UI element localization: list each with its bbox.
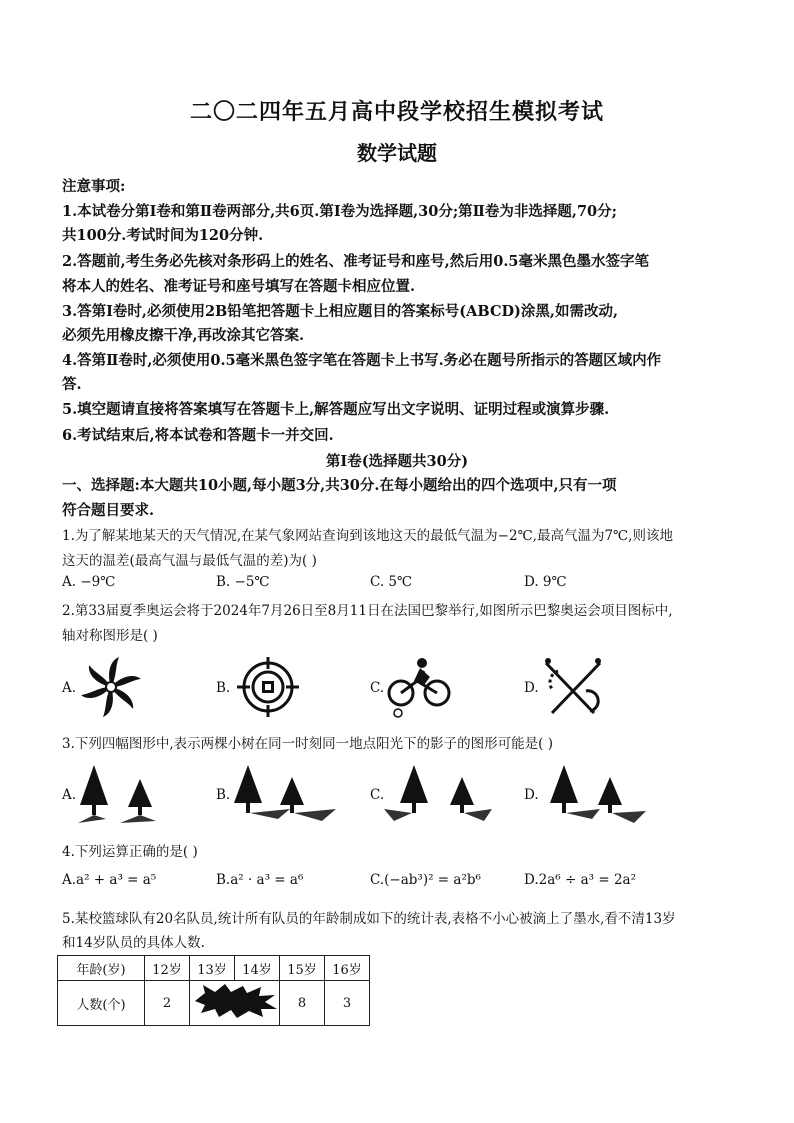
ink-blot-icon [191, 983, 279, 1019]
q2-label-c: C. [370, 680, 385, 696]
ink-blot-cell [190, 981, 280, 1026]
q2-text: 2.第33届夏季奥运会将于2024年7月26日至8月11日在法国巴黎举行,如图所示巴黎奥运会项目图标中, [62, 603, 673, 619]
count-cell: 3 [325, 981, 370, 1026]
q1-text: 这天的温差(最高气温与最低气温的差)为( ) [62, 553, 317, 569]
note-line: 1.本试卷分第Ⅰ卷和第Ⅱ卷两部分,共6页.第Ⅰ卷为选择题,30分;第Ⅱ卷为非选择题,70分; [62, 203, 617, 220]
age-table [57, 955, 370, 1026]
count-cell: 2 [145, 981, 190, 1026]
q3-label-a: A. [62, 787, 77, 803]
age-cell: 14岁 [235, 956, 280, 981]
q3-label-c: C. [370, 787, 385, 803]
note-line: 将本人的姓名、准考证号和座号填写在答题卡相应位置. [62, 278, 416, 295]
q5-text: 和14岁队员的具体人数. [62, 935, 205, 951]
note-line: 3.答第Ⅰ卷时,必须使用2B铅笔把答题卡上相应题目的答案标号(ABCD)涂黑,如需改动, [62, 303, 619, 320]
q1-option-c: C. 5℃ [370, 574, 413, 590]
q1-option-d: D. 9℃ [524, 574, 567, 590]
notes-heading: 注意事项: [62, 178, 126, 195]
count-header: 人数(个) [58, 981, 145, 1026]
age-cell: 16岁 [325, 956, 370, 981]
section-title: 第Ⅰ卷(选择题共30分) [325, 453, 469, 470]
q3-text: 3.下列四幅图形中,表示两棵小树在同一时刻同一地点阳光下的影子的图形可能是( ) [62, 736, 553, 752]
trees-shadow-b-icon [230, 763, 340, 825]
note-line: 必须先用橡皮擦干净,再改涂其它答案. [62, 327, 305, 344]
section-intro: 符合题目要求. [62, 502, 155, 519]
q2-label-d: D. [524, 680, 539, 696]
exam-subtitle: 数学试题 [357, 141, 437, 165]
note-line: 6.考试结束后,将本试卷和答题卡一并交回. [62, 427, 334, 444]
exam-title: 二〇二四年五月高中段学校招生模拟考试 [189, 99, 604, 125]
q4-option-b: B.a² · a³ = a⁶ [216, 872, 304, 888]
trees-shadow-d-icon [538, 763, 648, 825]
age-cell: 13岁 [190, 956, 235, 981]
age-cell: 15岁 [280, 956, 325, 981]
fencing-icon [538, 655, 608, 720]
note-line: 答. [62, 376, 82, 393]
q1-option-a: A. −9℃ [62, 574, 116, 590]
section-intro: 一、选择题:本大题共10小题,每小题3分,共30分.在每小题给出的四个选项中,只有一项 [62, 477, 617, 494]
target-icon [233, 655, 303, 720]
q4-option-a: A.a² + a³ = a⁵ [62, 872, 157, 888]
q2-label-b: B. [216, 680, 231, 696]
count-cell: 8 [280, 981, 325, 1026]
q1-text: 1.为了解某地某天的天气情况,在某气象网站查询到该地这天的最低气温为−2℃,最高气温为7℃,则该地 [62, 528, 673, 544]
q5-text: 5.某校篮球队有20名队员,统计所有队员的年龄制成如下的统计表,表格不小心被滴上了墨水,看不清13岁 [62, 911, 676, 927]
q4-option-c: C.(−ab³)² = a²b⁶ [370, 872, 481, 888]
pinwheel-icon [76, 655, 146, 720]
note-line: 4.答第Ⅱ卷时,必须使用0.5毫米黑色签字笔在答题卡上书写.务必在题号所指示的答题区域内作 [62, 352, 662, 369]
note-line: 2.答题前,考生务必先核对条形码上的姓名、准考证号和座号,然后用0.5毫米黑色墨水签字笔 [62, 253, 649, 270]
q4-option-d: D.2a⁶ ÷ a³ = 2a² [524, 872, 636, 888]
q2-text: 轴对称图形是( ) [62, 628, 158, 644]
q2-label-a: A. [62, 680, 77, 696]
age-header: 年龄(岁) [58, 956, 145, 981]
trees-shadow-a-icon [76, 763, 166, 825]
q3-label-d: D. [524, 787, 539, 803]
cyclist-icon [384, 655, 454, 720]
note-line: 共100分.考试时间为120分钟. [62, 227, 264, 244]
q3-label-b: B. [216, 787, 231, 803]
trees-shadow-c-icon [384, 763, 494, 825]
q4-text: 4.下列运算正确的是( ) [62, 844, 198, 860]
note-line: 5.填空题请直接将答案填写在答题卡上,解答题应写出文字说明、证明过程或演算步骤. [62, 401, 610, 418]
q1-option-b: B. −5℃ [216, 574, 270, 590]
age-cell: 12岁 [145, 956, 190, 981]
